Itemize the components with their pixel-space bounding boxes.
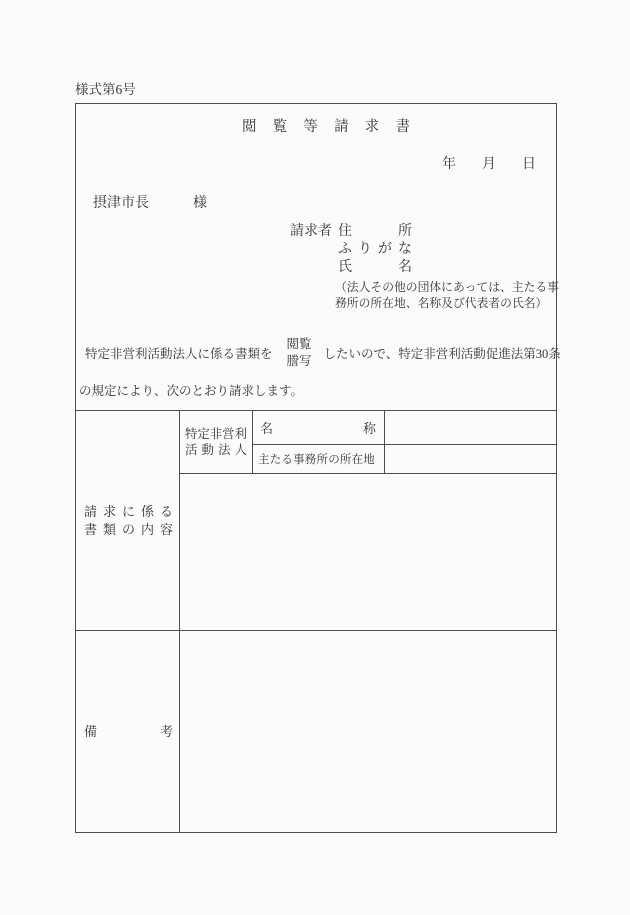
remarks-label: 備 考 — [84, 723, 173, 739]
request-content-label-line2: 書 類 の 内 容 — [84, 521, 173, 537]
request-content-table — [76, 410, 556, 832]
remarks-header-cell — [76, 631, 180, 832]
remarks-section — [76, 630, 556, 832]
npo-label-line2: 活 動 法 人 — [185, 443, 247, 457]
npo-name-blank-cell — [385, 411, 556, 444]
addressee-line — [93, 195, 207, 213]
npo-label-line1: 特 定 非 営 利 — [185, 426, 247, 441]
request-content-section — [76, 411, 556, 630]
addressee-honorific: 様 — [193, 196, 207, 211]
npo-name-header-cell — [253, 411, 385, 444]
date-line: 年 月 日 — [442, 157, 536, 172]
npo-name-row — [253, 411, 556, 445]
request-content-label-line1: 請 求 に 係 る — [84, 504, 173, 519]
npo-office-row — [253, 445, 556, 473]
statement-line2: の規定により、次のとおり請求します。 — [79, 384, 304, 398]
requester-label: 請求者 — [290, 224, 332, 239]
furigana-field-label: ふ り が な — [338, 242, 412, 257]
corporate-note-line2: 務所の所在地、名称及び代表者の氏名） — [335, 295, 548, 310]
requester-block — [290, 221, 559, 311]
form-number-label: 様式第6号 — [75, 82, 136, 97]
corporate-note — [335, 280, 559, 311]
form-sheet — [75, 103, 561, 833]
copy-option: 謄写 — [286, 354, 312, 368]
addressee-name: 摂津市長 — [93, 196, 149, 211]
npo-office-blank-cell — [385, 445, 556, 473]
address-field-label: 住 所 — [338, 224, 412, 239]
npo-header-cell — [180, 411, 253, 473]
request-content-blank-cell — [180, 474, 556, 630]
corporate-note-line1: （法人その他の団体にあっては、主たる事 — [335, 280, 560, 294]
statement-suffix: したいので、特定非営利活動促進法第30条 — [323, 347, 561, 361]
name-field-label: 氏 名 — [338, 260, 412, 275]
npo-info-row — [180, 411, 556, 474]
inspection-option: 閲覧 — [286, 337, 312, 351]
statement-prefix: 特定非営利活動法人に係る書類を — [85, 347, 273, 361]
inspection-copy-options — [287, 336, 312, 370]
npo-name-label: 名 称 — [260, 421, 376, 436]
npo-office-label: 主たる事務所の所在地 — [253, 445, 385, 473]
request-content-header-cell — [76, 411, 180, 630]
form-title: 閲 覧 等 請 求 書 — [242, 119, 410, 135]
remarks-blank-cell — [180, 631, 556, 832]
request-statement — [79, 336, 561, 399]
